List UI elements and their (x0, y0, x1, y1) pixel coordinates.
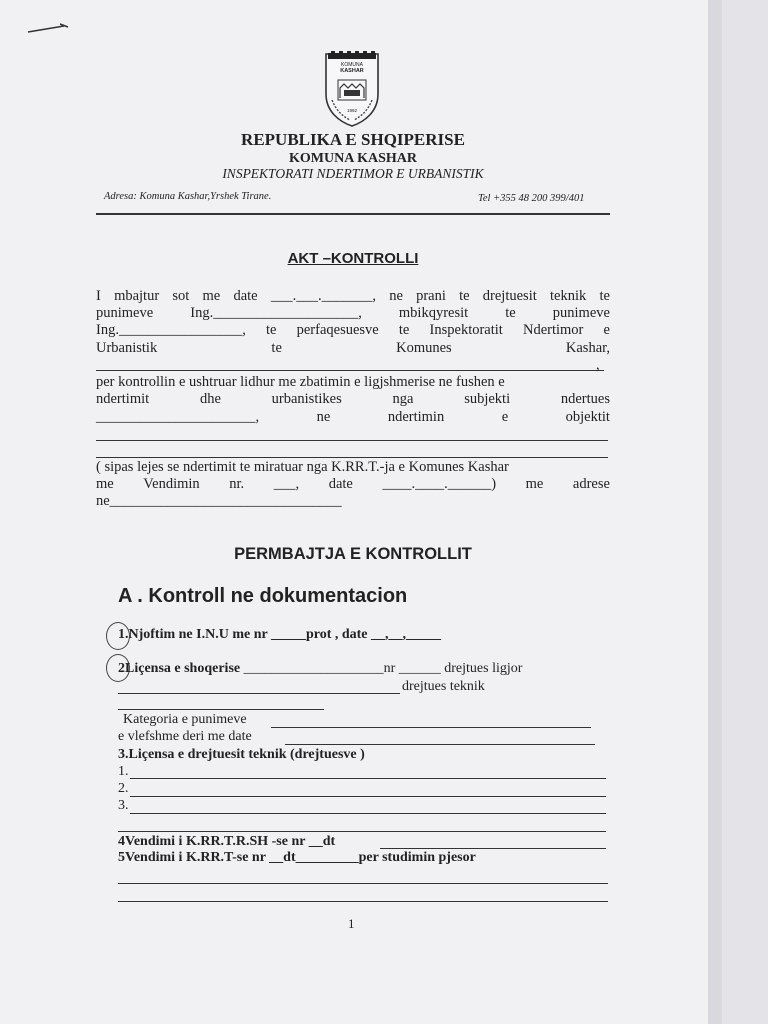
komuna-seal-logo (322, 50, 382, 128)
blank-line (380, 848, 606, 849)
section-title: PERMBAJTJA E KONTROLLIT (234, 545, 472, 563)
phone-text: Tel +355 48 200 399/401 (478, 193, 585, 204)
item-2-drejtues-teknik: drejtues teknik (402, 679, 485, 694)
page-number: 1 (348, 916, 355, 931)
document-title: AKT –KONTROLLI (287, 250, 419, 267)
blank-line (118, 831, 606, 832)
blank-line (130, 796, 606, 797)
intro-line-6: ndertimit dhe urbanistikes nga subjekti ndertues (96, 391, 610, 407)
intro-line-7: ______________________, ne ndertimin e objektit (96, 409, 610, 425)
intro-line-3: Ing._________________, te perfaqesuesve te Inspektoratit Ndertimor e (96, 322, 610, 338)
blank-line (271, 727, 591, 728)
item-4-vendimi: 4Vendimi i K.RR.T.R.SH -se nr __dt (118, 834, 336, 849)
list-number-2: 2. (118, 781, 129, 796)
blank-line (118, 709, 324, 710)
page-edge-shadow (708, 0, 722, 1024)
blank-line (130, 813, 606, 814)
blank-line (118, 883, 608, 884)
vlefshme-label: e vlefshme deri me date (118, 729, 252, 744)
list-number-1: 1. (118, 764, 129, 779)
intro-line-10: ne________________________________ (96, 493, 342, 509)
blank-line (96, 440, 608, 441)
commune-heading: KOMUNA KASHAR (289, 151, 417, 166)
blank-line (130, 778, 606, 779)
inspectorate-heading: INSPEKTORATI NDERTIMOR E URBANISTIK (222, 166, 484, 181)
address-text: Adresa: Komuna Kashar,Yrshek Tirane. (104, 191, 272, 202)
intro-line-2: punimeve Ing.____________________, mbikqyresit te punimeve (96, 305, 610, 321)
subsection-title: A . Kontroll ne dokumentacion (118, 585, 408, 607)
intro-line-9: me Vendimin nr. ___, date ____.____.______) me adrese (96, 476, 610, 492)
intro-line-4: Urbanistik te Komunes Kashar, (96, 340, 610, 356)
item-5-vendimi: 5Vendimi i K.RR.T-se nr __dt_________per studimin pjesor (118, 850, 476, 865)
blank-line (118, 901, 608, 902)
list-number-3: 3. (118, 798, 129, 813)
pen-mark (24, 20, 72, 38)
blank-line (118, 693, 400, 694)
intro-line-5: per kontrollin e ushtruar lidhur me zbatimin e ligjshmerise ne fushen e (96, 374, 505, 390)
intro-line-1: I mbajtur sot me date ___.___._______, ne prani te drejtuesit teknik te (96, 288, 610, 304)
item-3-licensa-drejtuesit: 3.Liçensa e drejtuesit teknik (drejtuesve ) (118, 747, 365, 762)
republic-heading: REPUBLIKA E SHQIPERISE (241, 130, 465, 149)
blank-line (285, 744, 595, 745)
header-divider (96, 213, 610, 215)
item-2-licensa-shoqerise: 2Liçensa e shoqerise ____________________nr ______ drejtues ligjor (118, 661, 523, 676)
blank-line (96, 457, 608, 458)
seal-text-top: KOMUNA (341, 62, 363, 68)
blank-line (96, 370, 604, 371)
item-1-njoftim: 1.Njoftim ne I.N.U me nr _____prot , date __,__,_____ (118, 627, 442, 642)
seal-year: 1992 (346, 108, 358, 113)
intro-line-8: ( sipas lejes se ndertimit te miratuar nga K.RR.T.-ja e Komunes Kashar (96, 459, 509, 475)
kategoria-label: Kategoria e punimeve (123, 712, 247, 727)
seal-text-name: KASHAR (340, 68, 364, 74)
